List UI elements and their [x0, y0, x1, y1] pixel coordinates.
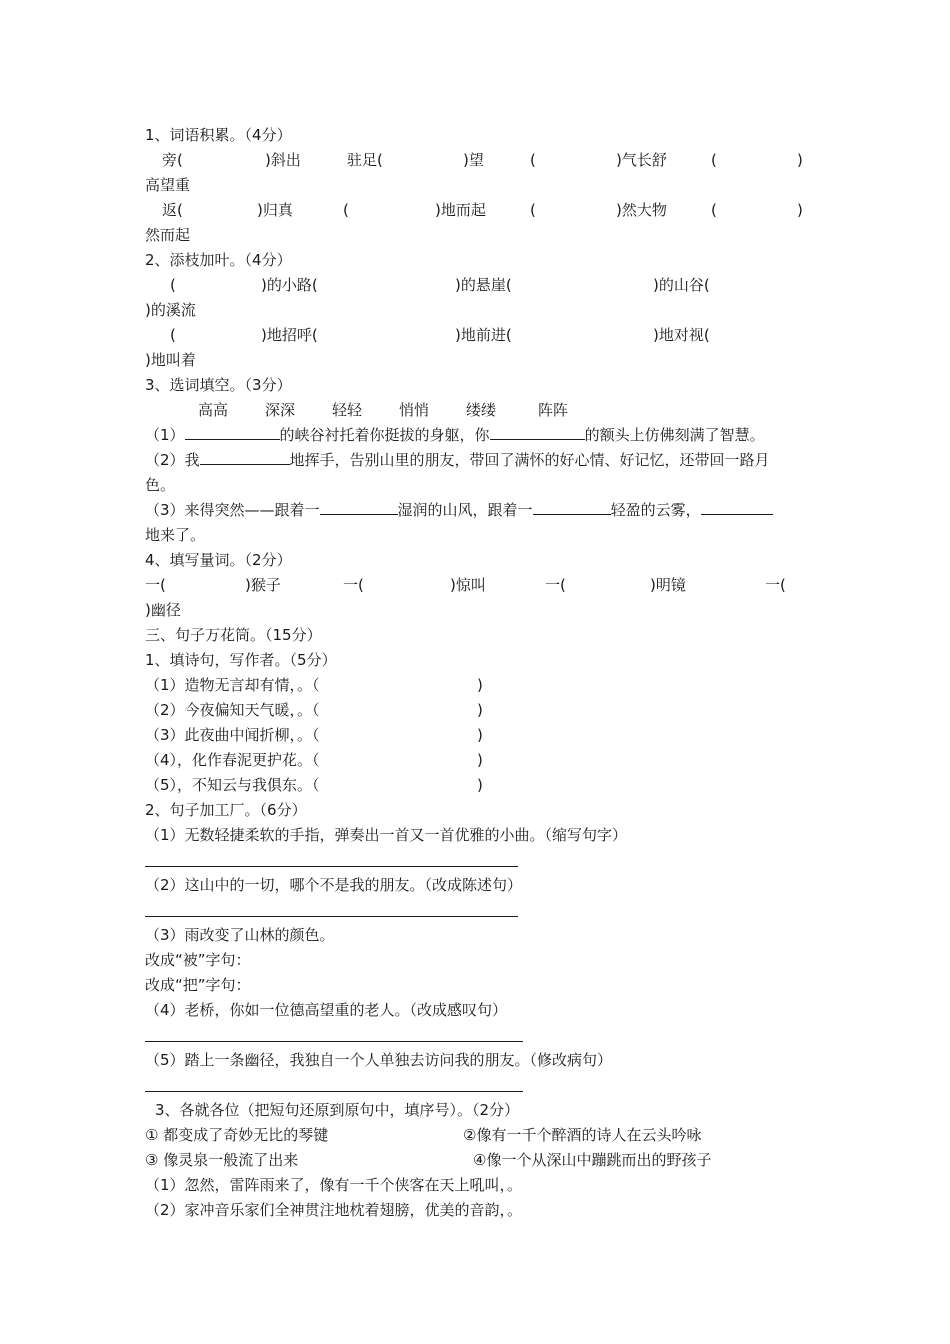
- sentence-text: 地挥手，告别山里的朋友，带回了满怀的好心情、好记忆，还带回一路月: [289, 451, 770, 469]
- blank-label: (: [170, 276, 176, 294]
- q4-title: 4、填写量词。（2分）: [145, 551, 292, 569]
- q2-title: 2、添枝加叶。（4分）: [145, 251, 292, 269]
- q3-sentence-2-wrap: 色。: [145, 476, 176, 494]
- q1-row2-wrap: 然而起: [145, 226, 191, 244]
- blank-label: )猴子: [245, 576, 281, 594]
- q1-row1: [145, 148, 810, 173]
- author-blank-close: ): [477, 701, 483, 719]
- blank-label: 返(: [162, 201, 183, 219]
- poem-line: [145, 773, 810, 798]
- q3-word-bank: [145, 398, 810, 423]
- q2-row2-wrap: )地叫着: [145, 351, 196, 369]
- blank-label: )的小路(: [261, 276, 318, 294]
- sentence-text: 的额头上仿佛刻满了智慧。: [584, 426, 765, 444]
- bei-sentence-prompt: 改成“被”字句：: [145, 951, 251, 969]
- worksheet-content: [145, 123, 810, 1223]
- q1-row2: [145, 198, 810, 223]
- match-option: ④像一个从深山中蹦跳而出的野孩子: [473, 1151, 712, 1169]
- fill-blank[interactable]: [200, 448, 290, 465]
- q3-sentence-1: [145, 423, 810, 448]
- blank-label: 驻足(: [347, 151, 383, 169]
- match-options-row-2: [145, 1148, 810, 1173]
- sentence-text: 的峡谷衬托着你挺拔的身躯，你: [279, 426, 490, 444]
- poem-line: [145, 698, 810, 723]
- fill-blank[interactable]: [701, 498, 773, 515]
- blank-label: )气长舒: [616, 151, 667, 169]
- answer-line[interactable]: [145, 848, 810, 873]
- section3-title: 三、句子万花筒。（15分）: [145, 626, 322, 644]
- poem-line: [145, 723, 810, 748]
- blank-label: 一(: [145, 576, 166, 594]
- poem-text: （1）造物无言却有情，。（: [145, 676, 320, 694]
- blank-label: )明镜: [650, 576, 686, 594]
- q2-row2: [145, 323, 810, 348]
- blank-label: 旁(: [162, 151, 183, 169]
- fill-blank[interactable]: [490, 423, 585, 440]
- author-blank-close: ): [477, 751, 483, 769]
- word-option: 缕缕: [466, 401, 497, 419]
- sentence-item-4: （4）老桥，你如一位德高望重的老人。（改成感叹句）: [145, 1001, 508, 1019]
- sentence-text: 轻盈的云雾，: [610, 501, 701, 519]
- word-option: 高高: [198, 401, 229, 419]
- author-blank-close: ): [477, 726, 483, 744]
- blank-label: (: [711, 151, 717, 169]
- poem-line: [145, 673, 810, 698]
- ba-sentence-prompt: 改成“把”字句：: [145, 976, 251, 994]
- q3-title: 3、选词填空。（3分）: [145, 376, 292, 394]
- blank-label: )的悬崖(: [455, 276, 512, 294]
- word-option: 轻轻: [332, 401, 363, 419]
- blank-label: ): [797, 151, 803, 169]
- sentence-item-5: （5）踏上一条幽径，我独自一个人单独去访问我的朋友。（修改病句）: [145, 1051, 613, 1069]
- match-title: 3、各就各位（把短句还原到原句中，填序号）。（2分）: [155, 1101, 520, 1119]
- blank-label: )然大物: [616, 201, 667, 219]
- blank-label: (: [170, 326, 176, 344]
- blank-label: (: [711, 201, 717, 219]
- blank-label: )地对视(: [653, 326, 710, 344]
- answer-line[interactable]: [145, 1023, 810, 1048]
- match-sentence-2: （2）家冲音乐家们全神贯注地枕着翅膀，优美的音韵，。: [145, 1201, 523, 1219]
- fill-blank[interactable]: [533, 498, 611, 515]
- match-option: ① 都变成了奇妙无比的琴键: [145, 1126, 329, 1144]
- blank-label: )地而起: [435, 201, 486, 219]
- q4-wrap: )幽径: [145, 601, 181, 619]
- sentence-item-3: （3）雨改变了山林的颜色。: [145, 926, 335, 944]
- q4-row: [145, 573, 810, 598]
- sentence-text: （1）: [145, 426, 185, 444]
- blank-label: )惊叫: [450, 576, 486, 594]
- blank-label: (: [530, 201, 536, 219]
- blank-label: )归真: [257, 201, 293, 219]
- poem-text: （5），不知云与我俱东。（: [145, 776, 320, 794]
- blank-label: (: [530, 151, 536, 169]
- word-option: 深深: [265, 401, 296, 419]
- sentence-item-2: （2）这山中的一切，哪个不是我的朋友。（改成陈述句）: [145, 876, 523, 894]
- poem-line: [145, 748, 810, 773]
- q3-sentence-3-wrap: 地来了。: [145, 526, 206, 544]
- poem-title: 1、填诗句，写作者。（5分）: [145, 651, 337, 669]
- author-blank-close: ): [477, 776, 483, 794]
- answer-line[interactable]: [145, 1073, 810, 1098]
- sentence-text: （3）来得突然——跟着一: [145, 501, 320, 519]
- q2-row1: [145, 273, 810, 298]
- blank-label: )地招呼(: [261, 326, 318, 344]
- blank-label: (: [343, 201, 349, 219]
- fill-blank[interactable]: [320, 498, 398, 515]
- match-options-row-1: [145, 1123, 810, 1148]
- blank-label: )斜出: [265, 151, 301, 169]
- fill-blank[interactable]: [185, 423, 280, 440]
- poem-text: （2）今夜偏知天气暖，。（: [145, 701, 320, 719]
- sentence-item-1: （1）无数轻捷柔软的手指，弹奏出一首又一首优雅的小曲。（缩写句字）: [145, 826, 628, 844]
- poem-text: （3）此夜曲中闻折柳，。（: [145, 726, 320, 744]
- blank-label: )地前进(: [455, 326, 512, 344]
- blank-label: 一(: [343, 576, 364, 594]
- sentence-workshop-title: 2、句子加工厂。（6分）: [145, 801, 307, 819]
- q1-title: 1、词语积累。（4分）: [145, 126, 292, 144]
- match-sentence-1: （1）忽然，雷阵雨来了，像有一千个侠客在天上吼叫，。: [145, 1176, 523, 1194]
- match-option: ③ 像灵泉一般流了出来: [145, 1151, 299, 1169]
- sentence-text: （2）我: [145, 451, 200, 469]
- word-option: 悄悄: [399, 401, 430, 419]
- blank-label: )望: [463, 151, 484, 169]
- q2-row1-wrap: )的溪流: [145, 301, 196, 319]
- q3-sentence-3: [145, 498, 810, 523]
- word-option: 阵阵: [538, 401, 569, 419]
- poem-text: （4），化作春泥更护花。（: [145, 751, 320, 769]
- blank-label: 一(: [765, 576, 786, 594]
- answer-line[interactable]: [145, 898, 810, 923]
- blank-label: ): [797, 201, 803, 219]
- match-option: ②像有一千个醉酒的诗人在云头吟咏: [463, 1126, 702, 1144]
- blank-label: )的山谷(: [653, 276, 710, 294]
- q1-row1-wrap: 高望重: [145, 176, 191, 194]
- q3-sentence-2: [145, 448, 810, 473]
- author-blank-close: ): [477, 676, 483, 694]
- blank-label: 一(: [545, 576, 566, 594]
- sentence-text: 湿润的山风，跟着一: [397, 501, 533, 519]
